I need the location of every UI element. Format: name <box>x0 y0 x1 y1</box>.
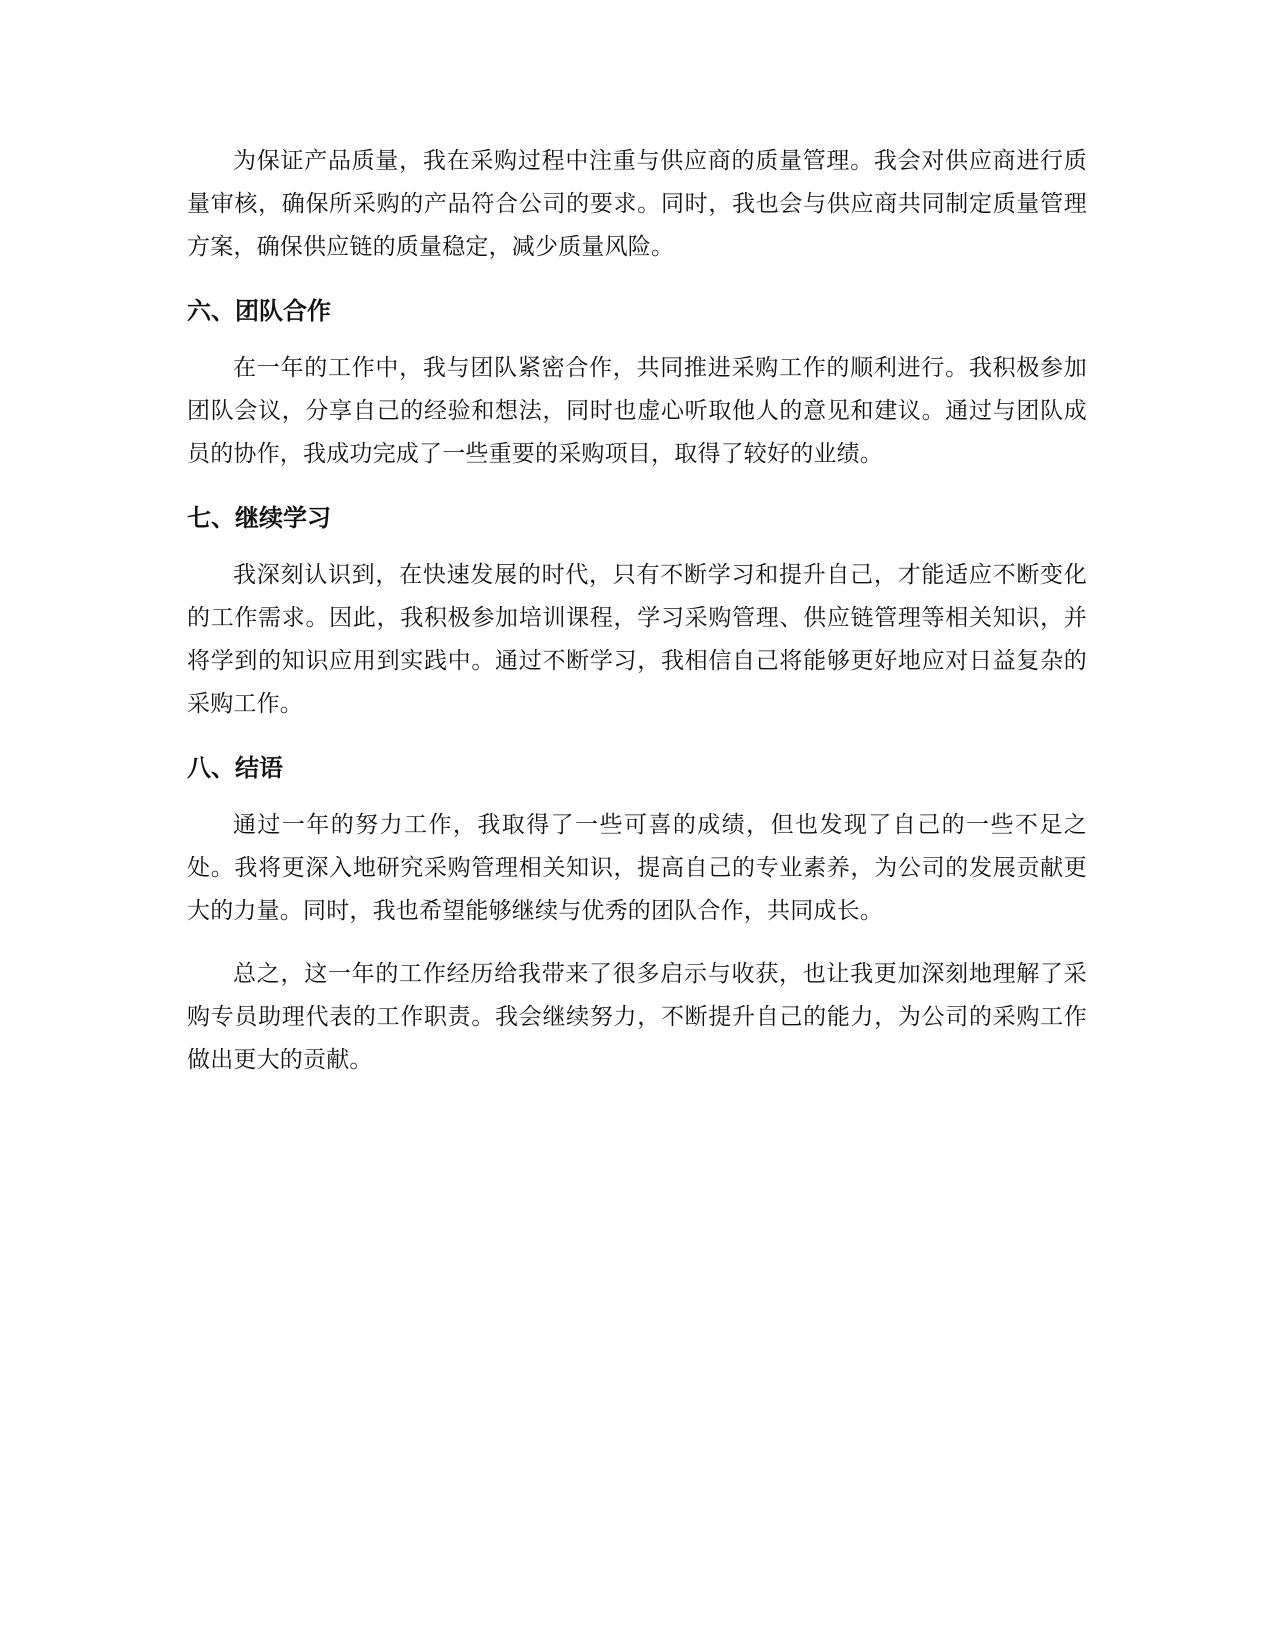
section-heading-teamwork: 六、团队合作 <box>187 297 331 325</box>
quality-management-paragraph: 为保证产品质量，我在采购过程中注重与供应商的质量管理。我会对供应商进行质量审核，确保所采购的产品符合公司的要求。同时，我也会与供应商共同制定质量管理方案，确保供应链的质量稳定，减少质量风险。 <box>187 148 1087 260</box>
continued-learning-paragraph: 我深刻认识到，在快速发展的时代，只有不断学习和提升自己，才能适应不断变化的工作需求。因此，我积极参加培训课程，学习采购管理、供应链管理等相关知识，并将学到的知识应用到实践中。通过不断学习，我相信自己将能够更好地应对日益复杂的采购工作。 <box>187 562 1087 717</box>
conclusion-paragraph: 通过一年的努力工作，我取得了一些可喜的成绩，但也发现了自己的一些不足之处。我将更深入地研究采购管理相关知识，提高自己的专业素养，为公司的发展贡献更大的力量。同时，我也希望能够继续与优秀的团队合作，共同成长。 <box>187 812 1087 924</box>
document-body <box>187 140 1087 1102</box>
teamwork-paragraph: 在一年的工作中，我与团队紧密合作，共同推进采购工作的顺利进行。我积极参加团队会议，分享自己的经验和想法，同时也虚心听取他人的意见和建议。通过与团队成员的协作，我成功完成了一些重要的采购项目，取得了较好的业绩。 <box>187 355 1087 467</box>
section-heading-continued-learning: 七、继续学习 <box>187 504 331 532</box>
summary-paragraph: 总之，这一年的工作经历给我带来了很多启示与收获，也让我更加深刻地理解了采购专员助理代表的工作职责。我会继续努力，不断提升自己的能力，为公司的采购工作做出更大的贡献。 <box>187 961 1087 1073</box>
section-heading-conclusion: 八、结语 <box>187 754 283 782</box>
